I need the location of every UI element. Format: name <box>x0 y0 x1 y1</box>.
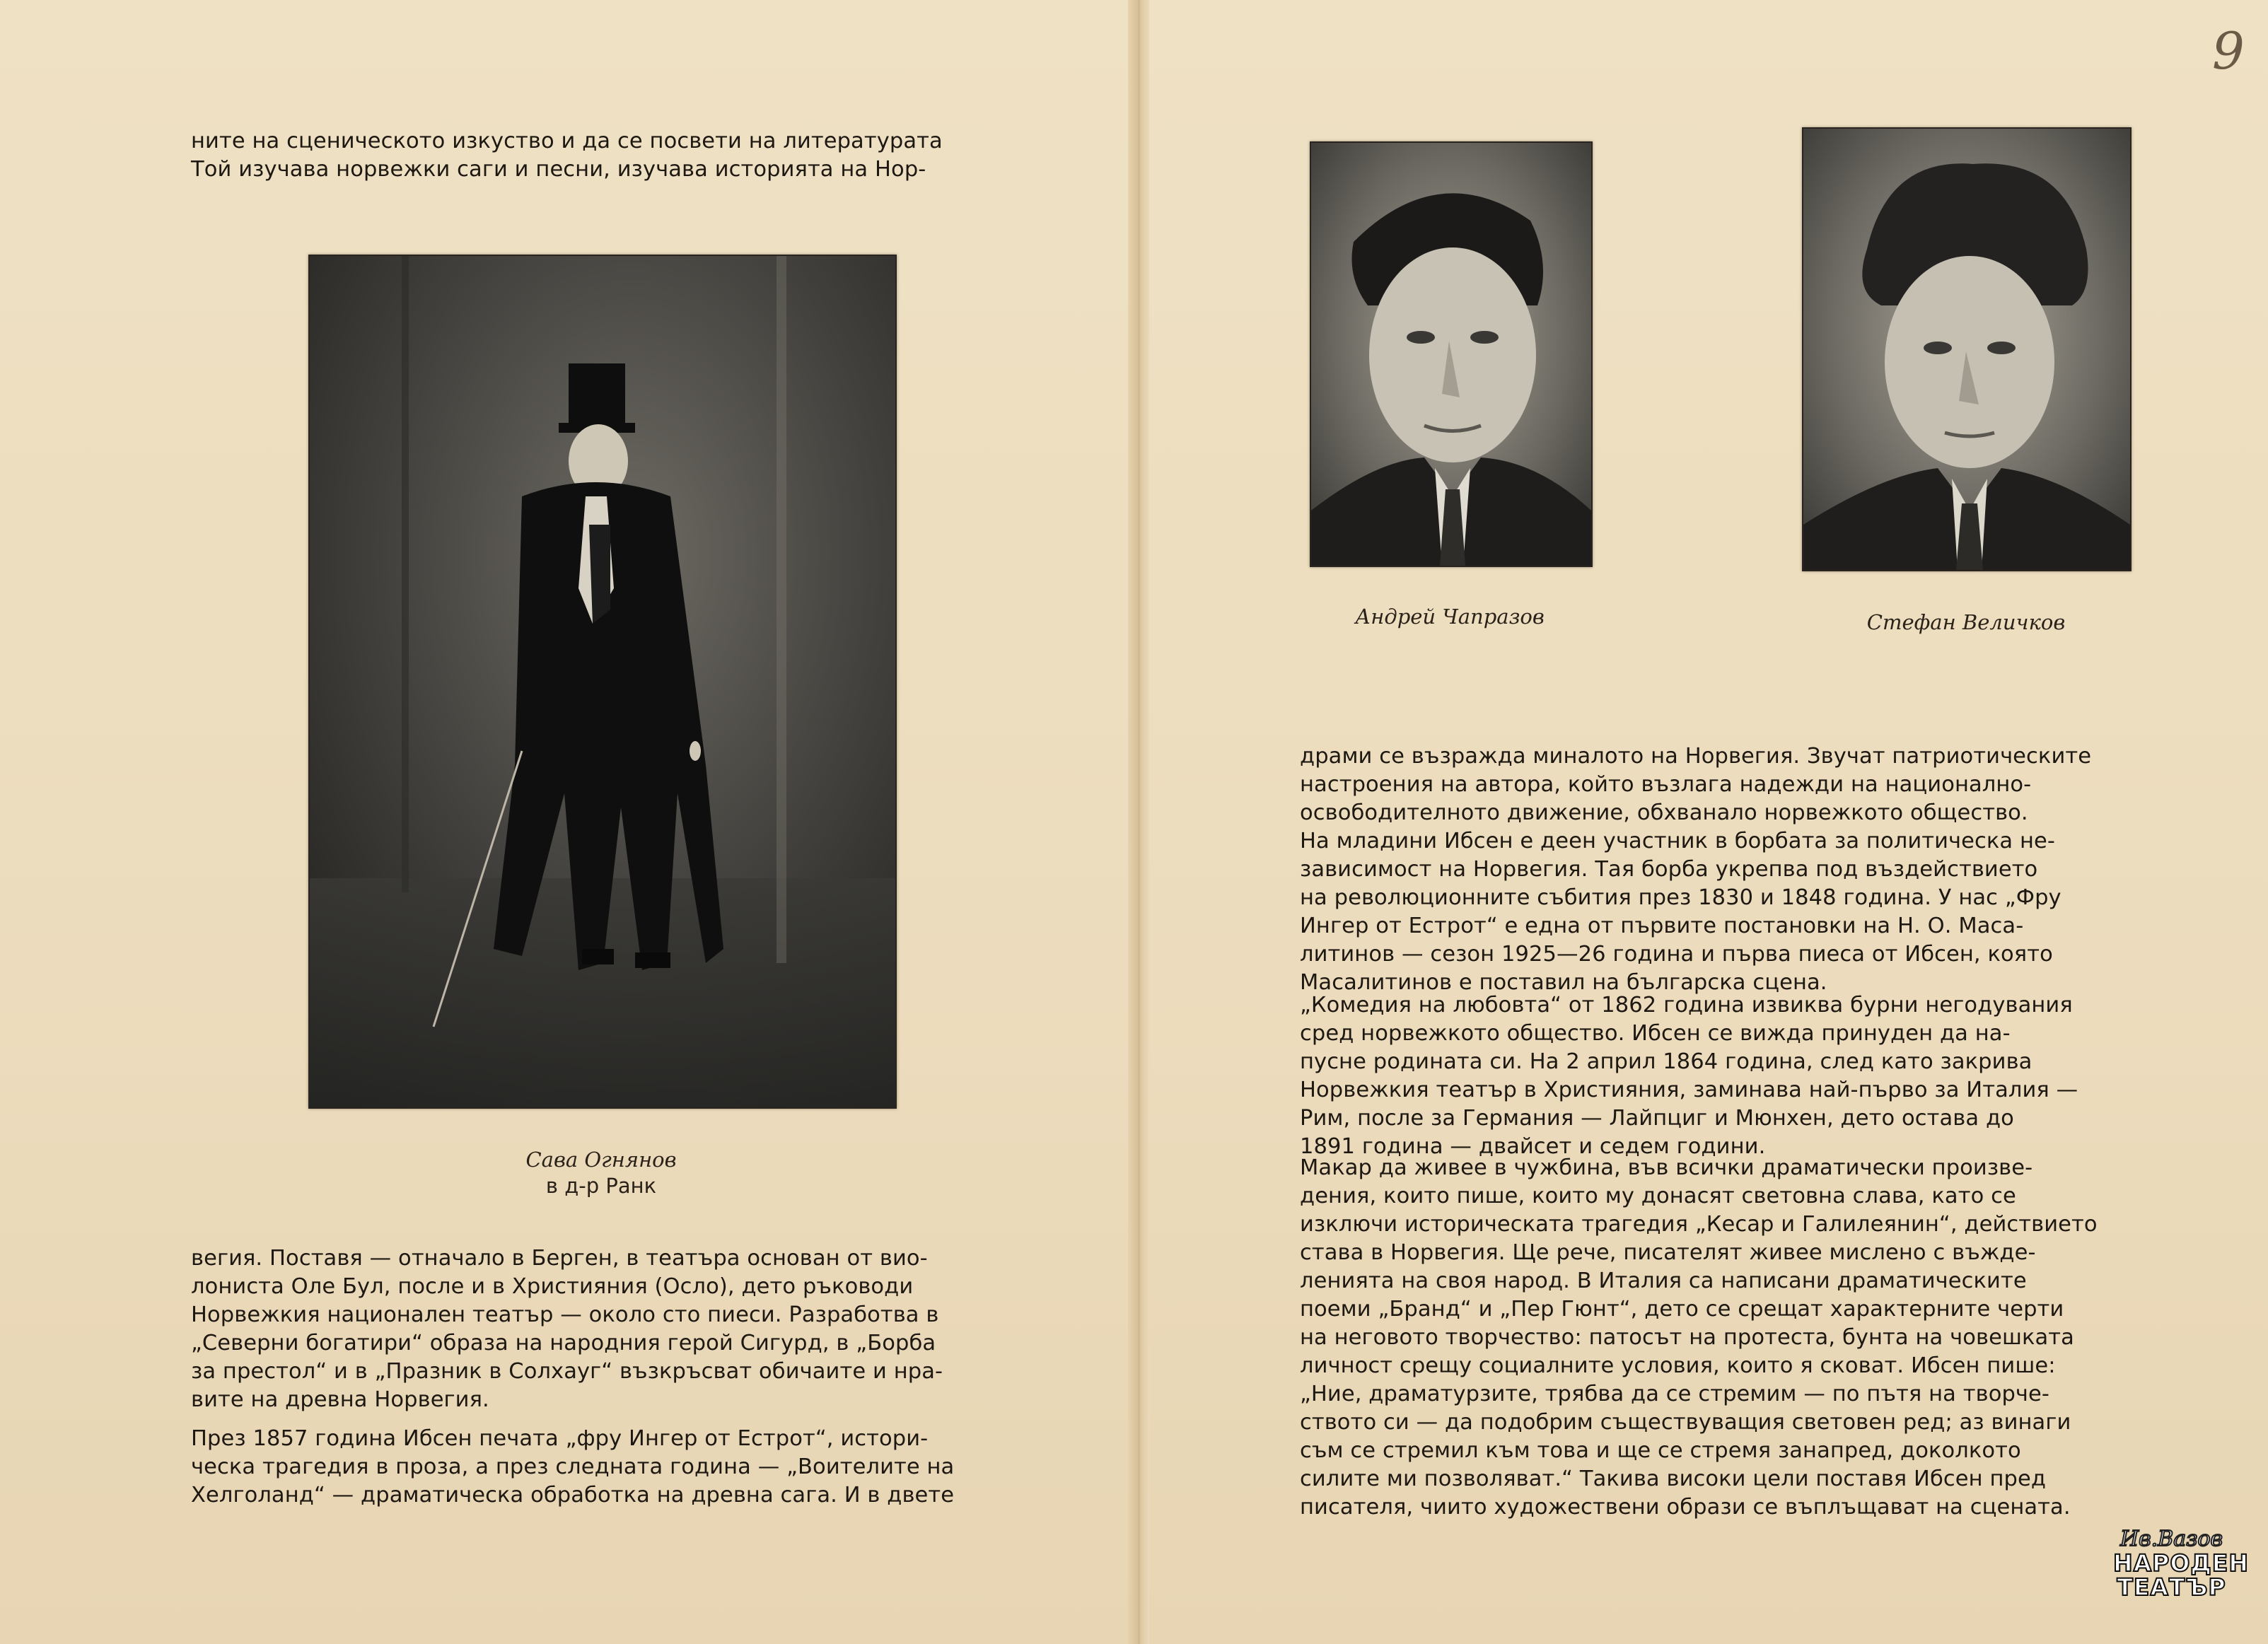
text-line: дения, които пише, които му донасят световна слава, като се <box>1300 1184 2016 1208</box>
text-line: Норвежкия театър в Християния, заминава най-първо за Италия — <box>1300 1078 2078 1102</box>
text-line: ленията на своя народ. В Италия са написани драматическите <box>1300 1269 2027 1293</box>
text-line: настроения на автора, който възлага надежди на национално- <box>1300 772 2032 797</box>
actor-photo <box>308 255 897 1109</box>
text-line: Хелголанд“ — драматическа обработка на древна сага. И в двете <box>191 1483 955 1508</box>
text-line: „Комедия на любовта“ от 1862 година извиква бурни негодувания <box>1300 993 2073 1018</box>
text-line: драми се възражда миналото на Норвегия. Звучат патриотическите <box>1300 744 2092 769</box>
text-line: 1891 година — двайсет и седем години. <box>1300 1134 1766 1159</box>
page-number: 9 <box>2212 21 2245 81</box>
text-line: Той изучава норвежки саги и песни, изучава историята на Нор- <box>191 157 926 182</box>
portrait-1-caption: Андрей Чапразов <box>1355 605 1545 629</box>
text-line: поеми „Бранд“ и „Пер Гюнт“, дето се срещат характерните черти <box>1300 1297 2064 1322</box>
right-paragraph-3 <box>1300 1154 2130 1522</box>
text-line: Масалитинов е поставил на българска сцена. <box>1300 970 1827 995</box>
left-top-paragraph <box>191 127 1018 184</box>
text-line: Ингер от Естрот“ е една от първите постановки на Н. О. Маса- <box>1300 914 2024 938</box>
text-line: за престол“ и в „Празник в Солхауг“ възкръсват обичаите и нра- <box>191 1359 943 1384</box>
left-paragraph-1 <box>191 1244 1018 1414</box>
text-line: сред норвежкото общество. Ибсен се вижда принуден да на- <box>1300 1021 2011 1046</box>
text-line: писателя, чиито художествени образи се въплъщават на сцената. <box>1300 1495 2071 1520</box>
book-spine <box>1128 0 1149 1644</box>
text-line: съм се стремил към това и ще се стремя занапред, доколкото <box>1300 1438 2021 1463</box>
logo-word-1: НАРОДЕН <box>2113 1549 2249 1577</box>
portrait-2-caption: Стефан Величков <box>1866 610 2066 634</box>
text-line: на неговото творчество: патосът на протеста, бунта на човешката <box>1300 1325 2074 1350</box>
text-line: силите ми позволяват.“ Такива високи цели поставя Ибсен пред <box>1300 1467 2047 1491</box>
text-line: вите на древна Норвегия. <box>191 1387 489 1412</box>
text-line: „Северни богатири“ образа на народния герой Сигурд, в „Борба <box>191 1331 936 1356</box>
text-line: ството си — да подобрим съществуващия световен ред; аз винаги <box>1300 1410 2071 1435</box>
text-line: става в Норвегия. Ще рече, писателят живее мислено с въжде- <box>1300 1240 2036 1265</box>
text-line: През 1857 година Ибсен печата „фру Ингер от Естрот“, истори- <box>191 1426 929 1451</box>
text-line: На младини Ибсен е деен участник в борбата за политическа не- <box>1300 829 2055 853</box>
logo-signature: Ив.Вазов <box>2120 1527 2223 1551</box>
actor-caption-name: Сава Огнянов <box>525 1148 677 1172</box>
text-line: лониста Оле Бул, после и в Християния (Осло), дето ръководи <box>191 1274 914 1299</box>
logo-word-2: ТЕАТЪР <box>2117 1573 2226 1601</box>
text-line: ческа трагедия в проза, а през следната година — „Воителите на <box>191 1454 955 1479</box>
right-paragraph-2 <box>1300 991 2130 1161</box>
portrait-photo-2 <box>1802 127 2132 571</box>
portrait-photo-1 <box>1310 141 1593 567</box>
text-line: Рим, после за Германия — Лайпциг и Мюнхен, дето остава до <box>1300 1106 2014 1131</box>
text-line: литинов — сезон 1925—26 година и първа пиеса от Ибсен, която <box>1300 942 2053 967</box>
text-line: пусне родината си. На 2 април 1864 година, след като закрива <box>1300 1049 2033 1074</box>
national-theatre-logo <box>2113 1527 2249 1619</box>
left-paragraph-2 <box>191 1425 1018 1510</box>
text-line: вегия. Поставя — отначало в Берген, в театъра основан от вио- <box>191 1246 928 1271</box>
text-line: зависимост на Норвегия. Тая борба укрепва под въздействието <box>1300 857 2038 882</box>
right-paragraph-1 <box>1300 742 2130 997</box>
text-line: „Ние, драматурзите, трябва да се стремим — по пътя на творче- <box>1300 1382 2050 1406</box>
text-line: личност срещу социалните условия, които я сковат. Ибсен пише: <box>1300 1353 2056 1378</box>
text-line: ните на сценическото изкуство и да се посвети на литературата <box>191 129 943 153</box>
text-line: изключи историческата трагедия „Кесар и Галилеянин“, действието <box>1300 1212 2098 1237</box>
actor-caption-role: в д-р Ранк <box>545 1174 657 1198</box>
text-line: Норвежкия национален театър — около сто пиеси. Разработва в <box>191 1302 939 1327</box>
text-line: на революционните събития през 1830 и 1848 година. У нас „Фру <box>1300 885 2061 910</box>
text-line: освободителното движение, обхванало норвежкото общество. <box>1300 800 2028 825</box>
text-line: Макар да живее в чужбина, във всички драматически произве- <box>1300 1155 2033 1180</box>
